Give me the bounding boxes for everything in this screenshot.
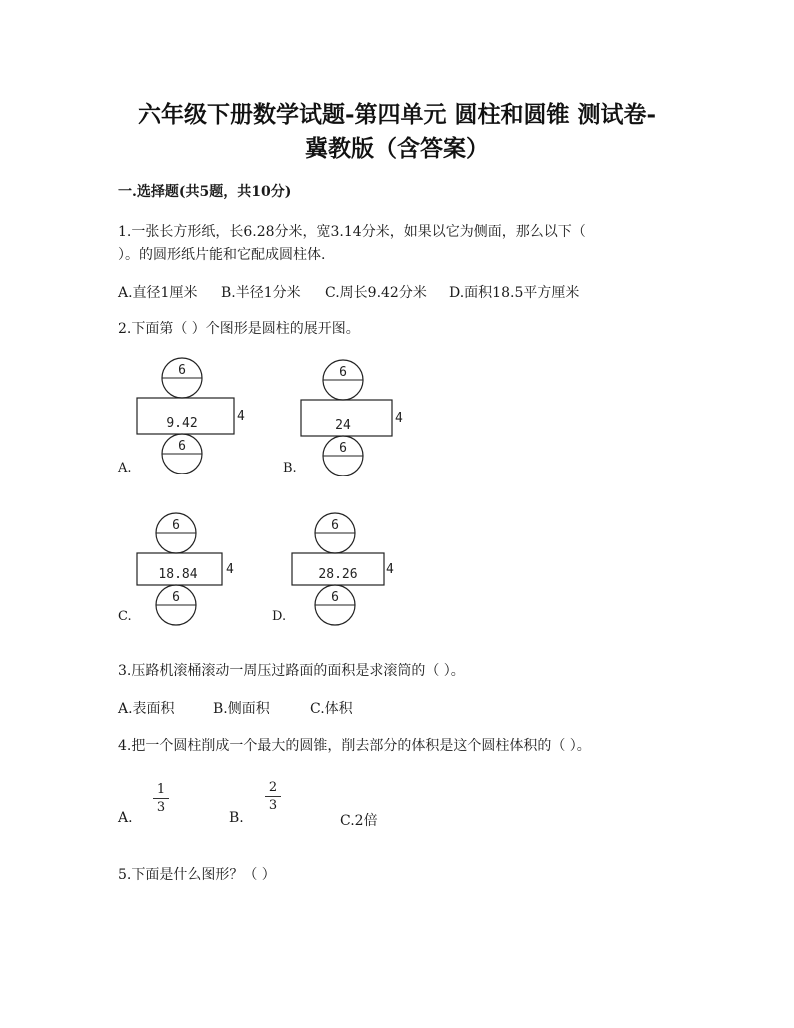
question-2-text: 2.下面第（ ）个图形是圆柱的展开图。 [118,321,360,337]
figure-b-label: B. [283,461,297,476]
figure-b-top-label: 6 [339,365,347,380]
section-heading: 一.选择题(共5题，共10分) [118,184,292,200]
figure-a-cylinder-net [130,354,250,474]
question-4-option-b-fraction [263,780,283,813]
figure-a-rect-label: 9.42 [166,416,198,431]
question-1-line2: ）。的圆形纸片能和它配成圆柱体. [118,247,326,263]
fraction-b-bar [265,796,281,797]
fraction-b-numerator: 2 [268,780,278,795]
figure-a-bottom-label: 6 [178,439,186,454]
figure-c-bottom-label: 6 [172,590,180,605]
question-1-option-b: B.半径1分米 [221,285,301,301]
figure-b-rect-label: 24 [335,418,351,433]
figure-c-cylinder-net [130,509,250,629]
figure-d-side-label: 4 [386,562,394,577]
question-4-option-c: C.2倍 [340,813,378,829]
question-4-option-a-label: A. [118,810,133,826]
figure-d-rect-label: 28.26 [318,567,358,582]
figure-c-side-label: 4 [226,562,234,577]
figure-c-rect-label: 18.84 [158,567,198,582]
question-4-text: 4.把一个圆柱削成一个最大的圆锥，削去部分的体积是这个圆柱体积的（ ）。 [118,738,591,754]
question-3-text: 3.压路机滚桶滚动一周压过路面的面积是求滚筒的（ ）。 [118,663,465,679]
question-3-option-b: B.侧面积 [213,701,270,717]
doc-title-line2: 冀教版（含答案） [305,135,489,162]
figure-c-label: C. [118,609,132,624]
question-1-option-d: D.面积18.5平方厘米 [449,285,580,301]
figure-c-top-label: 6 [172,518,180,533]
figure-d-bottom-label: 6 [331,590,339,605]
figure-b-bottom-label: 6 [339,441,347,456]
question-1-option-c: C.周长9.42分米 [325,285,427,301]
figure-a-side-label: 4 [237,409,245,424]
figure-b-cylinder-net [295,356,415,476]
figure-b-side-label: 4 [395,411,403,426]
figure-d-label: D. [272,609,287,624]
question-4-option-b-label: B. [229,810,244,826]
figure-d-top-label: 6 [331,518,339,533]
doc-title-line1: 六年级下册数学试题-第四单元 圆柱和圆锥 测试卷- [137,101,657,128]
fraction-a-bar [153,798,169,799]
question-4-option-a-fraction [151,782,171,815]
question-3-option-c: C.体积 [310,701,353,717]
figure-a-top-label: 6 [178,363,186,378]
figure-a-label: A. [118,461,132,476]
fraction-b-denominator: 3 [268,798,278,813]
question-3-option-a: A.表面积 [118,701,175,717]
figure-d-cylinder-net [287,509,407,629]
question-5-text: 5.下面是什么图形？（ ） [118,867,276,883]
question-1-option-a: A.直径1厘米 [118,285,198,301]
fraction-a-denominator: 3 [156,800,166,815]
fraction-a-numerator: 1 [156,782,166,797]
question-1-line1: 1.一张长方形纸，长6.28分米，宽3.14分米，如果以它为侧面，那么以下（ [118,224,586,240]
